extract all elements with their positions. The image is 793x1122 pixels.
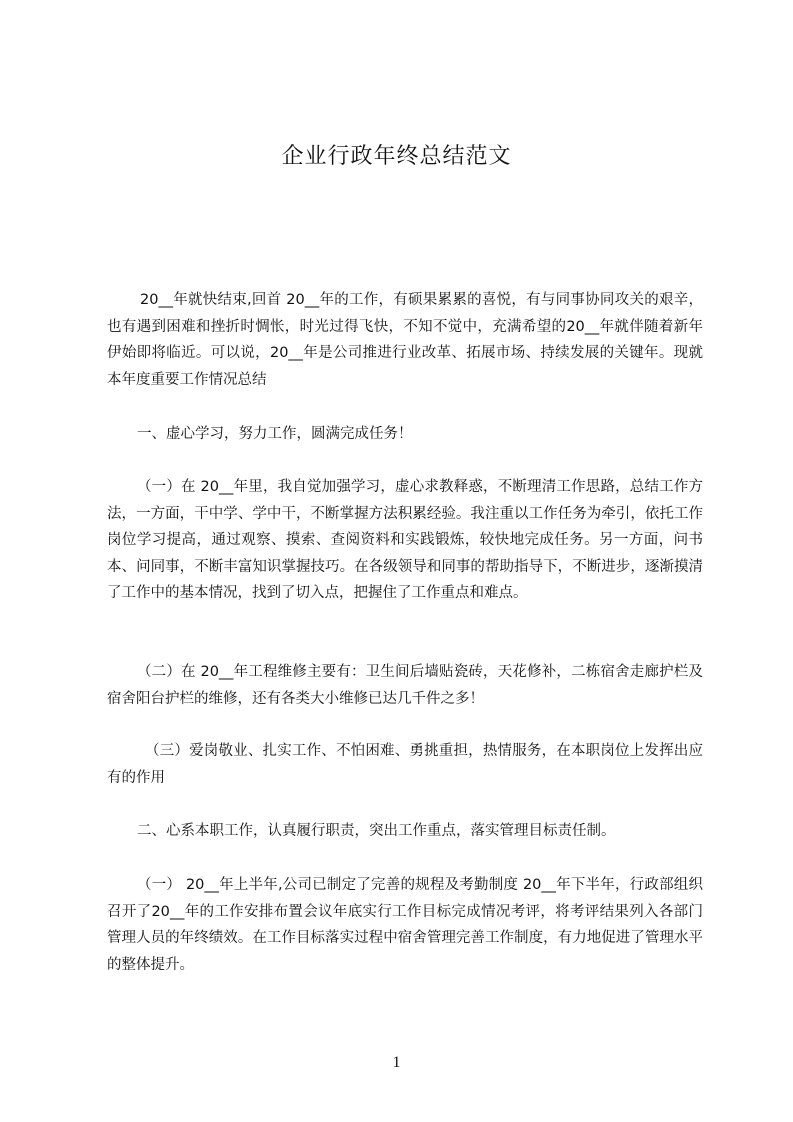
page-number: 1 xyxy=(392,1054,401,1071)
section-heading-2: 二、心系本职工作，认真履行职责，突出工作重点，落实管理目标责任制。 xyxy=(137,823,616,839)
section-1-3-paragraph: （三）爱岗敬业、扎实工作、不怕困难、勇挑重担，热情服务，在本职岗位上发挥出应有的作用 xyxy=(107,743,703,786)
intro-paragraph: 20__年就快结束,回首 20__年的工作，有硕果累累的喜悦，有与同事协同攻关的艰辛，也有遇到困难和挫折时惆怅，时光过得飞快，不知不觉中，充满希望的20__年就伴随着新年伊始即将临近。可以说，20__年是公司推进行业改革、拓展市场、持续发展的关键年。现就本年度重要工作情况总结 xyxy=(107,292,703,388)
page-title: 企业行政年终总结范文 xyxy=(281,144,512,169)
section-1-2-paragraph: （二）在 20__年工程维修主要有：卫生间后墙贴瓷砖，天花修补，二栋宿舍走廊护栏及宿舍阳台护栏的维修，还有各类大小维修已达几千件之多！ xyxy=(107,664,703,707)
section-heading-1: 一、虚心学习，努力工作，圆满完成任务！ xyxy=(137,426,413,442)
section-2-1-paragraph: （一） 20__年上半年,公司已制定了完善的规程及考勤制度 20__年下半年，行政部组织召开了20__年的工作安排布置会议年底实行工作目标完成情况考评，将考评结果列入各部门管理人员的年终绩效。在工作目标落实过程中宿舍管理完善工作制度，有力地促进了管理水平的整体提升。 xyxy=(107,877,703,973)
section-1-1-paragraph: （一）在 20__年里，我自觉加强学习，虚心求教释惑，不断理清工作思路，总结工作方法，一方面，干中学、学中干，不断掌握方法积累经验。我注重以工作任务为牵引，依托工作岗位学习提高，通过观察、摸索、查阅资料和实践锻炼，较快地完成任务。另一方面，问书本、问同事，不断丰富知识掌握技巧。在各级领导和同事的帮助指导下，不断进步，逐渐摸清了工作中的基本情况，找到了切入点，把握住了工作重点和难点。 xyxy=(107,479,703,601)
